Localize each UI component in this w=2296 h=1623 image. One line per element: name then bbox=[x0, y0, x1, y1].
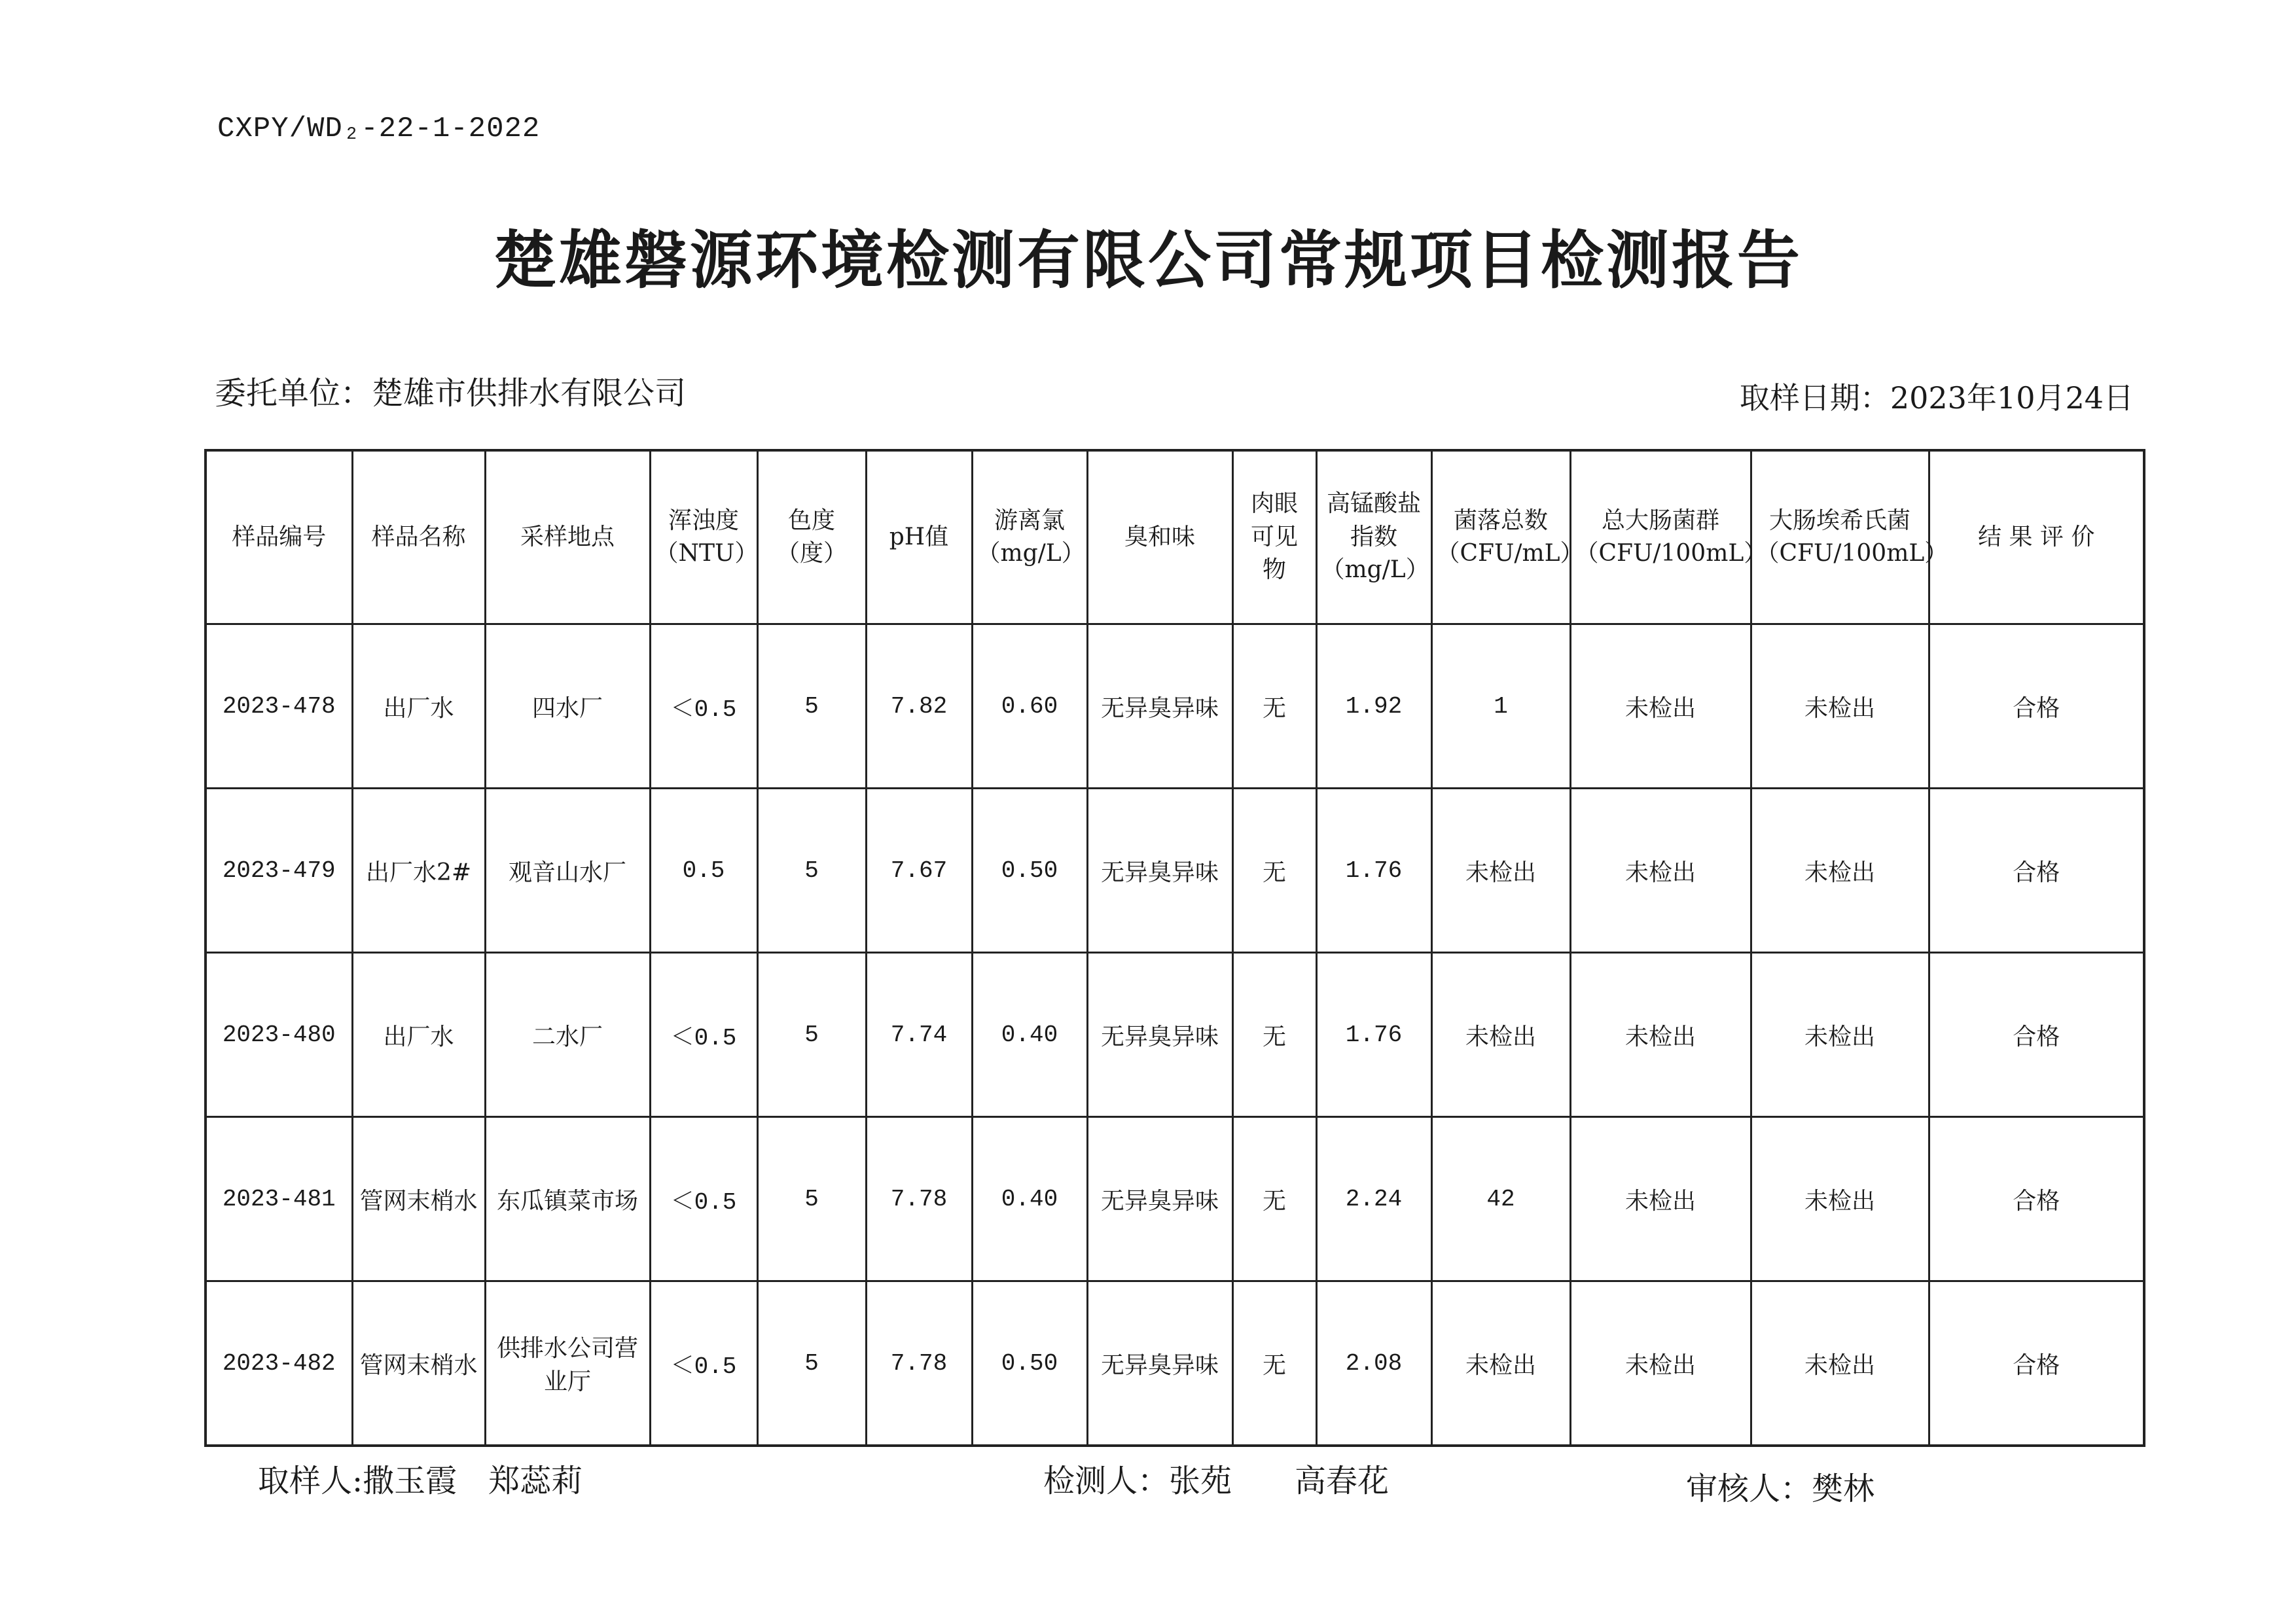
table-cell: 2023-481 bbox=[206, 1117, 352, 1281]
table-cell: 0.60 bbox=[972, 624, 1087, 789]
column-header bbox=[206, 450, 352, 624]
table-cell: 合格 bbox=[1929, 953, 2144, 1117]
table-row bbox=[206, 789, 2144, 953]
table-cell: 7.82 bbox=[866, 624, 972, 789]
column-header-line: 菌落总数 bbox=[1453, 507, 1548, 534]
table-cell: 无异臭异味 bbox=[1087, 1117, 1232, 1281]
column-header bbox=[650, 450, 757, 624]
table-cell: 无异臭异味 bbox=[1087, 624, 1232, 789]
table-cell: 无异臭异味 bbox=[1087, 953, 1232, 1117]
table-cell: 四水厂 bbox=[485, 624, 650, 789]
table-cell: 5 bbox=[757, 1281, 866, 1446]
column-header-line: 样品名称 bbox=[371, 523, 466, 550]
table-cell: 7.67 bbox=[866, 789, 972, 953]
table-cell: 无 bbox=[1232, 953, 1316, 1117]
column-header bbox=[1570, 450, 1768, 624]
column-header-line: 臭和味 bbox=[1124, 523, 1195, 550]
column-header bbox=[866, 450, 972, 624]
table-cell: 未检出 bbox=[1570, 1117, 1751, 1281]
column-header-line: 浑浊度 bbox=[668, 507, 739, 534]
table-row bbox=[206, 1281, 2144, 1446]
table-cell: 未检出 bbox=[1751, 789, 1929, 953]
table-cell: 合格 bbox=[1929, 789, 2144, 953]
column-header bbox=[1316, 450, 1431, 624]
table-cell: 未检出 bbox=[1570, 789, 1751, 953]
table-cell: 未检出 bbox=[1570, 624, 1751, 789]
column-header-line: 肉眼 bbox=[1250, 490, 1298, 518]
table-cell: 5 bbox=[757, 624, 866, 789]
table-cell: 42 bbox=[1431, 1117, 1570, 1281]
table-cell: ＜0.5 bbox=[650, 1281, 757, 1446]
document-code: CXPY/WD₂-22-1-2022 bbox=[217, 113, 541, 145]
table-cell: 东瓜镇菜市场 bbox=[485, 1117, 650, 1281]
table-cell: 无异臭异味 bbox=[1087, 1281, 1232, 1446]
table-cell: 5 bbox=[757, 1117, 866, 1281]
column-header-line: pH值 bbox=[889, 523, 949, 550]
table-cell: 0.50 bbox=[972, 789, 1087, 953]
table-cell: 7.74 bbox=[866, 953, 972, 1117]
table-cell: 0.40 bbox=[972, 953, 1087, 1117]
table-row bbox=[206, 953, 2144, 1117]
column-header-line: （mg/L） bbox=[977, 540, 1085, 567]
table-cell: 0.40 bbox=[972, 1117, 1087, 1281]
column-header-line: 样品编号 bbox=[232, 523, 327, 550]
table-cell: 无 bbox=[1232, 1281, 1316, 1446]
column-header bbox=[1087, 450, 1232, 624]
column-header bbox=[1929, 450, 2144, 624]
table-cell: 未检出 bbox=[1570, 1281, 1751, 1446]
table-cell: 1.76 bbox=[1316, 953, 1431, 1117]
tester-signature: 检测人：张苑 高春花 bbox=[1043, 1463, 1390, 1499]
table-cell: 0.5 bbox=[650, 789, 757, 953]
table-cell: ＜0.5 bbox=[650, 624, 757, 789]
table-cell: 无异臭异味 bbox=[1087, 789, 1232, 953]
table-cell: 2023-482 bbox=[206, 1281, 352, 1446]
table-cell: 合格 bbox=[1929, 1281, 2144, 1446]
table-cell: 1 bbox=[1431, 624, 1570, 789]
column-header-line: 采样地点 bbox=[520, 523, 615, 550]
table-cell: 2023-480 bbox=[206, 953, 352, 1117]
table-cell: 2023-479 bbox=[206, 789, 352, 953]
column-header-line: 高锰酸盐 bbox=[1326, 490, 1421, 518]
table-cell: 未检出 bbox=[1570, 953, 1751, 1117]
table-cell: 0.50 bbox=[972, 1281, 1087, 1446]
column-header-line: 大肠埃希氏菌 bbox=[1768, 507, 1910, 534]
table-cell: ＜0.5 bbox=[650, 1117, 757, 1281]
column-header bbox=[972, 450, 1087, 624]
column-header-line: （CFU/100mL） bbox=[1755, 540, 1948, 567]
column-header-line: 游离氯 bbox=[994, 507, 1065, 534]
column-header-line: 色度 bbox=[787, 507, 835, 534]
column-header-line: （NTU） bbox=[655, 540, 759, 567]
reviewer-signature: 审核人：樊林 bbox=[1686, 1471, 1875, 1507]
table-header-row bbox=[206, 450, 2144, 624]
table-cell: 未检出 bbox=[1431, 953, 1570, 1117]
table-cell: 无 bbox=[1232, 624, 1316, 789]
table-cell: 7.78 bbox=[866, 1117, 972, 1281]
table-cell: 2023-478 bbox=[206, 624, 352, 789]
table-body bbox=[206, 624, 2144, 1446]
column-header-line: 结 果 评 价 bbox=[1978, 523, 2095, 550]
table-cell: 未检出 bbox=[1751, 1117, 1929, 1281]
report-title: 楚雄磐源环境检测有限公司常规项目检测报告 bbox=[493, 224, 1803, 297]
column-header-line: （CFU/mL） bbox=[1436, 540, 1584, 567]
column-header bbox=[1751, 450, 1948, 624]
table-cell: 合格 bbox=[1929, 624, 2144, 789]
table-cell: 未检出 bbox=[1751, 953, 1929, 1117]
table-cell: 供排水公司营业厅 bbox=[485, 1281, 650, 1446]
table-cell: 出厂水2# bbox=[352, 789, 485, 953]
table-row bbox=[206, 1117, 2144, 1281]
column-header-line: 指数 bbox=[1350, 523, 1397, 550]
table-row bbox=[206, 624, 2144, 789]
column-header bbox=[1232, 450, 1316, 624]
table-cell: 未检出 bbox=[1751, 624, 1929, 789]
table-cell: 无 bbox=[1232, 789, 1316, 953]
table-cell: 出厂水 bbox=[352, 953, 485, 1117]
column-header bbox=[757, 450, 866, 624]
table-cell: 2.24 bbox=[1316, 1117, 1431, 1281]
client-unit: 委托单位：楚雄市供排水有限公司 bbox=[215, 375, 687, 412]
column-header bbox=[1431, 450, 1584, 624]
table-cell: 未检出 bbox=[1431, 789, 1570, 953]
sampling-date: 取样日期：2023年10月24日 bbox=[1739, 380, 2134, 416]
table-cell: 未检出 bbox=[1751, 1281, 1929, 1446]
report-table bbox=[204, 449, 2145, 1447]
table-cell: 5 bbox=[757, 953, 866, 1117]
table-cell: 1.92 bbox=[1316, 624, 1431, 789]
table-cell: 无 bbox=[1232, 1117, 1316, 1281]
table-cell: 观音山水厂 bbox=[485, 789, 650, 953]
table-cell: 5 bbox=[757, 789, 866, 953]
column-header-line: 物 bbox=[1262, 556, 1286, 584]
table-cell: ＜0.5 bbox=[650, 953, 757, 1117]
column-header-line: （度） bbox=[776, 540, 847, 567]
table-cell: 2.08 bbox=[1316, 1281, 1431, 1446]
sampler-signature: 取样人:撒玉霞 郑蕊莉 bbox=[258, 1463, 583, 1499]
column-header bbox=[485, 450, 650, 624]
table-cell: 7.78 bbox=[866, 1281, 972, 1446]
table-cell: 出厂水 bbox=[352, 624, 485, 789]
column-header-line: （mg/L） bbox=[1321, 556, 1429, 584]
table-cell: 二水厂 bbox=[485, 953, 650, 1117]
column-header-line: 可见 bbox=[1250, 523, 1298, 550]
column-header bbox=[352, 450, 485, 624]
column-header-line: （CFU/100mL） bbox=[1575, 540, 1768, 567]
table-cell: 管网末梢水 bbox=[352, 1281, 485, 1446]
column-header-line: 总大肠菌群 bbox=[1601, 507, 1719, 534]
table-cell: 合格 bbox=[1929, 1117, 2144, 1281]
table-cell: 管网末梢水 bbox=[352, 1117, 485, 1281]
table-cell: 未检出 bbox=[1431, 1281, 1570, 1446]
table-cell: 1.76 bbox=[1316, 789, 1431, 953]
